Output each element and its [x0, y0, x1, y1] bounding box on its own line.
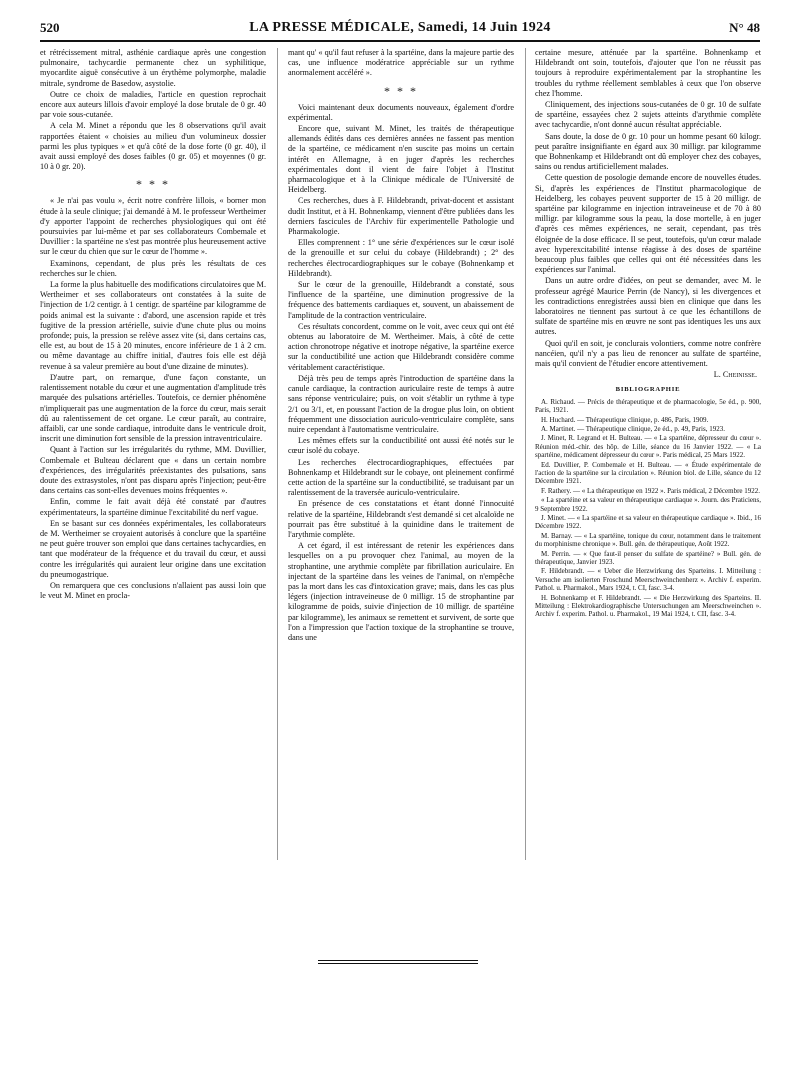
bibliography-entry: J. Minet. — « La spartéine et sa valeur en thérapeutique cardiaque ». Ibid., 16 Décembre 1922.	[535, 513, 761, 531]
bibliography-entry: H. Huchard. — Thérapeutique clinique, p. 486, Paris, 1909.	[541, 415, 709, 424]
bibliography-entry: F. Hildebrandt. — « Ueber die Herzwirkung des Sparteins. I. Mitteilung : Versuche am isolierten Froschund Meerschweinchenherz ». Archiv f. experim. Pathol. u. Pharmakol., Mars 1924, t. CI, fasc. 3-4.	[535, 567, 761, 593]
journal-title: LA PRESSE MÉDICALE, Samedi, 14 Juin 1924	[249, 20, 551, 35]
paragraph: Quoi qu'il en soit, je conclurais volontiers, comme notre confrère nancéien, qu'il n'y a pas lieu de renoncer au sulfate de spartéine, mais qu'il convient de l'étudier encore attentivement.	[535, 338, 761, 369]
page-header	[40, 20, 760, 42]
section-separator: * * *	[384, 83, 418, 98]
paragraph: Examinons, cependant, de plus près les résultats de ces recherches sur le chien.	[40, 258, 266, 278]
end-rule	[318, 963, 478, 964]
end-rule	[318, 960, 478, 961]
page-number: 520	[40, 20, 60, 35]
paragraph: Cette question de posologie demande encore de nouvelles études. Si, d'après les expériences de l'Institut pharmacologique de Heidelberg, les cobayes peuvent supporter de 15 à 20 milligr. de spartéine par kilogramme en injection intraveineuse et de 70 à 80 milligr. par kilogramme sous la peau, la dose mortelle, à en juger d'après ces mêmes expériences, ne serait, cependant, pas très éloignée de la dose efficace. Il se peut, toutefois, qu'un cœur malade avec hyperexcitabilité intense réagisse à des doses de spartéine beaucoup plus faibles que celles qui ont été nécessitées dans les expériences sur l'animal.	[535, 173, 761, 275]
bibliography-list	[535, 398, 761, 619]
paragraph: On remarquera que ces conclusions n'allaient pas aussi loin que le veut M. Minet en procla-	[40, 580, 266, 601]
paragraph: Outre ce choix de maladies, l'article en question reprochait encore aux auteurs lillois d'avoir employé la dose brutale de 0 gr. 40 par voie sous-cutanée.	[40, 89, 266, 120]
column-1	[40, 48, 266, 1063]
bibliography-entry: A. Martinet. — Thérapeutique clinique, 2e éd., p. 49, Paris, 1923.	[541, 424, 725, 433]
bibliography-entry: M. Perrin. — « Que faut-il penser du sulfate de spartéine? » Bull. gén. de thérapeutique, Janvier 1923.	[535, 549, 761, 567]
paragraph: Sur le cœur de la grenouille, Hildebrandt a constaté, sous l'influence de la spartéine, une diminution progressive de la fréquence des battements cardiaques et, souvent, un abaissement de l'amplitude de la contraction ventriculaire.	[288, 280, 514, 320]
paragraph: mant qu' « qu'il faut refuser à la spartéine, dans la majeure partie des cas, une influence modératrice appréciable sur un rythme anormalement accéléré ».	[288, 48, 514, 78]
paragraph: Elles comprennent : 1° une série d'expériences sur le cœur isolé de la grenouille et sur celui du cobaye (Hildebrandt) ; 2° des recherches électrocardiographiques sur le cobaye (Bohnenkamp et Hildebrandt).	[288, 238, 514, 278]
column-3	[535, 48, 761, 1063]
paragraph: Quant à l'action sur les irrégularités du rythme, MM. Duvillier, Combemale et Bulteau déclarent que « dans un certain nombre d'expériences, des irrégularités préexistantes des pulsations, sans doute des extrasystoles, n'ont pas disparu après l'injection; peut-être dans certains cas sont-elles devenues moins fréquentes ».	[40, 445, 266, 496]
paragraph: La forme la plus habituelle des modifications circulatoires que M. Wertheimer et ses collaborateurs ont constatées à la suite de l'injection de 1/2 centigr. à 1 centigr. de spartéine par kilogramme de poids animal est la suivante : d'abord, une ascension rapide et très fugitive de la pression artérielle, suivie d'une chute plus ou moins profonde; puis, la pression se relève assez vite (si, dans certains cas, elle est, au bout de 15 à 20 minutes, encore inférieure de 1 à 2 cm. ou même davantage au chiffre initial, d'autres fois elle est déjà revenue à sa valeur première au bout d'une dizaine de minutes).	[40, 280, 266, 371]
bibliography-entry: H. Bohnenkamp et F. Hildebrandt. — « Die Herzwirkung des Sparteins. II. Mitteilung : Elektrokardiographische Untersuchungen am Meerschweinchen ». Archiv f. experim. Pathol. u. Pharmakol., 19 Mai 1924, t. CII, fasc. 3-4.	[535, 593, 761, 619]
bibliography-heading: BIBLIOGRAPHIE	[615, 385, 681, 393]
paragraph: Sans doute, la dose de 0 gr. 10 pour un homme pesant 60 kilogr. peut paraître insignifiante en égard aux 30 milligr. par kilogramme que Bohnenkamp et Hildebrandt ont dû employer chez des cobayes, sains ou rendus artificiellement malades.	[535, 131, 761, 172]
bibliography-entry: Ed. Duvillier, P. Combemale et H. Bulteau. — « Étude expérimentale de l'action de la spartéine sur la circulation ». Réunion biol. de Lille, séance du 12 Décembre 1921.	[535, 460, 761, 486]
paragraph: Encore que, suivant M. Minet, les traités de thérapeutique allemands édités dans ces dernières années ne fassent pas mention de la spartéine, ce médicament n'en suscite pas moins un certain intérêt en Allemagne, à en juger d'après les recherches expérimentales dont il vient de faire l'objet à l'Institut pharmacologique et à la Clinique médicale de l'Université de Heidelberg.	[288, 124, 514, 195]
paragraph: et rétrécissement mitral, asthénie cardiaque après une congestion pulmonaire, tachycardie permanente chez un syphilitique, myocardite aiguë consécutive à un érythème polymorphe, maladie mitrale, syndrome de Basedow, asystolie.	[40, 48, 266, 88]
bibliography-entry: J. Minet, R. Legrand et H. Bulteau. — « La spartéine, dépresseur du cœur ». Réunion méd.-chir. des hôp. de Lille, séance du 16 Janvier 1922. — « La spartéine, médicament dépresseur du cœur ». Paris médical, 25 Mars 1922.	[535, 434, 761, 460]
bibliography-entry: M. Barnay. — « La spartéine, tonique du cœur, notamment dans le traitement du morphinisme chronique ». Bull. gén. de thérapeutique, Août 1922.	[535, 531, 761, 549]
paragraph: Voici maintenant deux documents nouveaux, également d'ordre expérimental.	[288, 102, 514, 122]
issue-number: N° 48	[729, 20, 760, 35]
paragraph: Enfin, comme le fait avait déjà été constaté par d'autres expérimentateurs, la spartéine diminue l'excitabilité du nerf vague.	[40, 497, 266, 517]
paragraph: Déjà très peu de temps après l'introduction de spartéine dans la canule cardiaque, la contraction auriculaire reste de temps à autre sans réponse ventriculaire; puis, on voit s'établir un rythme à type 2/1 ou 3/1, et, en poussant l'action de la drogue plus loin, on obtient fréquemment une dissociation auriculo-ventriculaire complète, sans nuire cependant à l'automatisme ventriculaire.	[288, 373, 514, 434]
column-divider	[277, 48, 278, 860]
paragraph: En présence de ces constatations et étant donné l'innocuité relative de la spartéine, Hildebrandt s'est demandé si cet alcaloïde ne pourrait pas être substitué à la quinidine dans le traitement de l'arythmie complète.	[288, 499, 514, 539]
paragraph: A cet égard, il est intéressant de retenir les expériences dans lesquelles on a pu provoquer chez l'animal, au moyen de la strophantine, une arythmie complète par fibrillation auriculaire. En injectant de la spartéine dans les veines de l'animal, on n'empêche pas la mort dans les cas d'intoxication grave; mais, dans les cas plus légers (injection intraveineuse de 0 milligr. 15 de strophantine par kilogramme de poids, suivie d'injection de 10 milligr. de spartéine par kilogramme), les animaux se remettent et survivent, de sorte que l'on a l'impression que l'action toxique de la strophantine se trouve, dans une	[288, 541, 514, 642]
header-rule	[40, 40, 760, 42]
bibliography-entry: F. Rathery. — « La thérapeutique en 1922 ». Paris médical, 2 Décembre 1922.	[541, 486, 761, 495]
paragraph: Dans un autre ordre d'idées, on peut se demander, avec M. le professeur agrégé Maurice Perrin (de Nancy), si les divergences et les contradictions enregistrées aussi bien en clinique que dans les laboratoires ne tiennent pas surtout à ce que les échantillons de sulfate de spartéine mis en œuvre ne sont pas identiques les uns aux autres.	[535, 276, 761, 337]
column-divider	[525, 48, 526, 860]
paragraph: A cela M. Minet a répondu que les 8 observations qu'il avait rapportées étaient « choisies au milieu d'un volumineux dossier parmi les plus typiques » et qu'à côté de la dose forte (0 gr. 40), il avait aussi employé des doses faibles (0 gr. 05) et moyennes (0 gr. 10 à 0 gr. 20).	[40, 121, 266, 172]
column-2	[288, 48, 514, 1063]
bibliography-entry: « La spartéine et sa valeur en thérapeutique cardiaque ». Journ. des Praticiens, 9 Septembre 1922.	[535, 496, 761, 513]
paragraph: Ces recherches, dues à F. Hildebrandt, privat-docent et assistant dudit Institut, et à H. Bohnenkamp, viennent d'être publiées dans les derniers fascicules de l'Archiv für experimentelle Pathologie und Pharmakologie.	[288, 196, 514, 237]
paragraph: D'autre part, on remarque, d'une façon constante, un ralentissement notable du cœur et une augmentation d'amplitude très marquée des pulsations artérielles. Toutefois, ce dernier phénomène n'impliquerait pas une augmentation de la force du cœur, mais serait dû au ralentissement de cet organe. Le cœur paraît, au contraire, affaibli, car une sonde cardiaque, introduite dans le ventricule droit, inscrit une diminution fort sensible de la pression intraventriculaire.	[40, 372, 266, 444]
paragraph: Les mêmes effets sur la conductibilité ont aussi été notés sur le cœur isolé du cobaye.	[288, 436, 514, 456]
paragraph: « Je n'ai pas voulu », écrit notre confrère lillois, « borner mon étude à la seule clinique; j'ai demandé à M. le professeur Wertheimer d'y apporter l'appoint de recherches physiologiques qui ont été poursuivies par lui-même et par ses collaborateurs Combemale et Duvillier : la spartéine ne s'est pas montrée plus heureusement active sur le cœur du chien que sur le cœur de l'homme ».	[40, 196, 266, 257]
paragraph: Cliniquement, des injections sous-cutanées de 0 gr. 10 de sulfate de spartéine, essayées chez 2 sujets atteints d'arythmie complète avec tachycardie, n'ont donné aucun résultat appréciable.	[535, 100, 761, 130]
bibliography-entry: A. Richaud. — Précis de thérapeutique et de pharmacologie, 5e éd., p. 900, Paris, 1921.	[535, 397, 761, 415]
author-signature: L. Cheinisse.	[713, 370, 757, 380]
paragraph: certaine mesure, atténuée par la spartéine. Bohnenkamp et Hildebrandt ont soin, toutefois, d'ajouter que l'on ne réussit pas toujours à reproduire expérimentalement par la strophantine les troubles du rythme réellement semblables à ceux que l'on observe chez l'homme.	[535, 48, 761, 98]
paragraph: Ces résultats concordent, comme on le voit, avec ceux qui ont été obtenus au laboratoire de M. Wertheimer. Mais, à côté de cette action chronotrope négative et inotrope négative, la spartéine exerce sur la conductibilité une action que Hildebrandt considère comme véritablement caractéristique.	[288, 321, 514, 372]
paragraph: Les recherches électrocardiographiques, effectuées par Bohnenkamp et Hildebrandt sur le cobaye, ont pleinement confirmé cette action de la spartéine sur la conductibilité, se traduisant par un ralentissement de la traversée auriculo-ventriculaire.	[288, 457, 514, 498]
section-separator: * * *	[136, 177, 170, 192]
paragraph: En se basant sur ces données expérimentales, les collaborateurs de M. Wertheimer se croyaient autorisés à conclure que la spartéine ne peut guère trouver son emploi que dans certaines tachycardies, en tant que modérateur de la fréquence et du travail du cœur, et aussi contre les irrégularités qui auraient leur origine dans une excitation du pneumogastrique.	[40, 518, 266, 579]
